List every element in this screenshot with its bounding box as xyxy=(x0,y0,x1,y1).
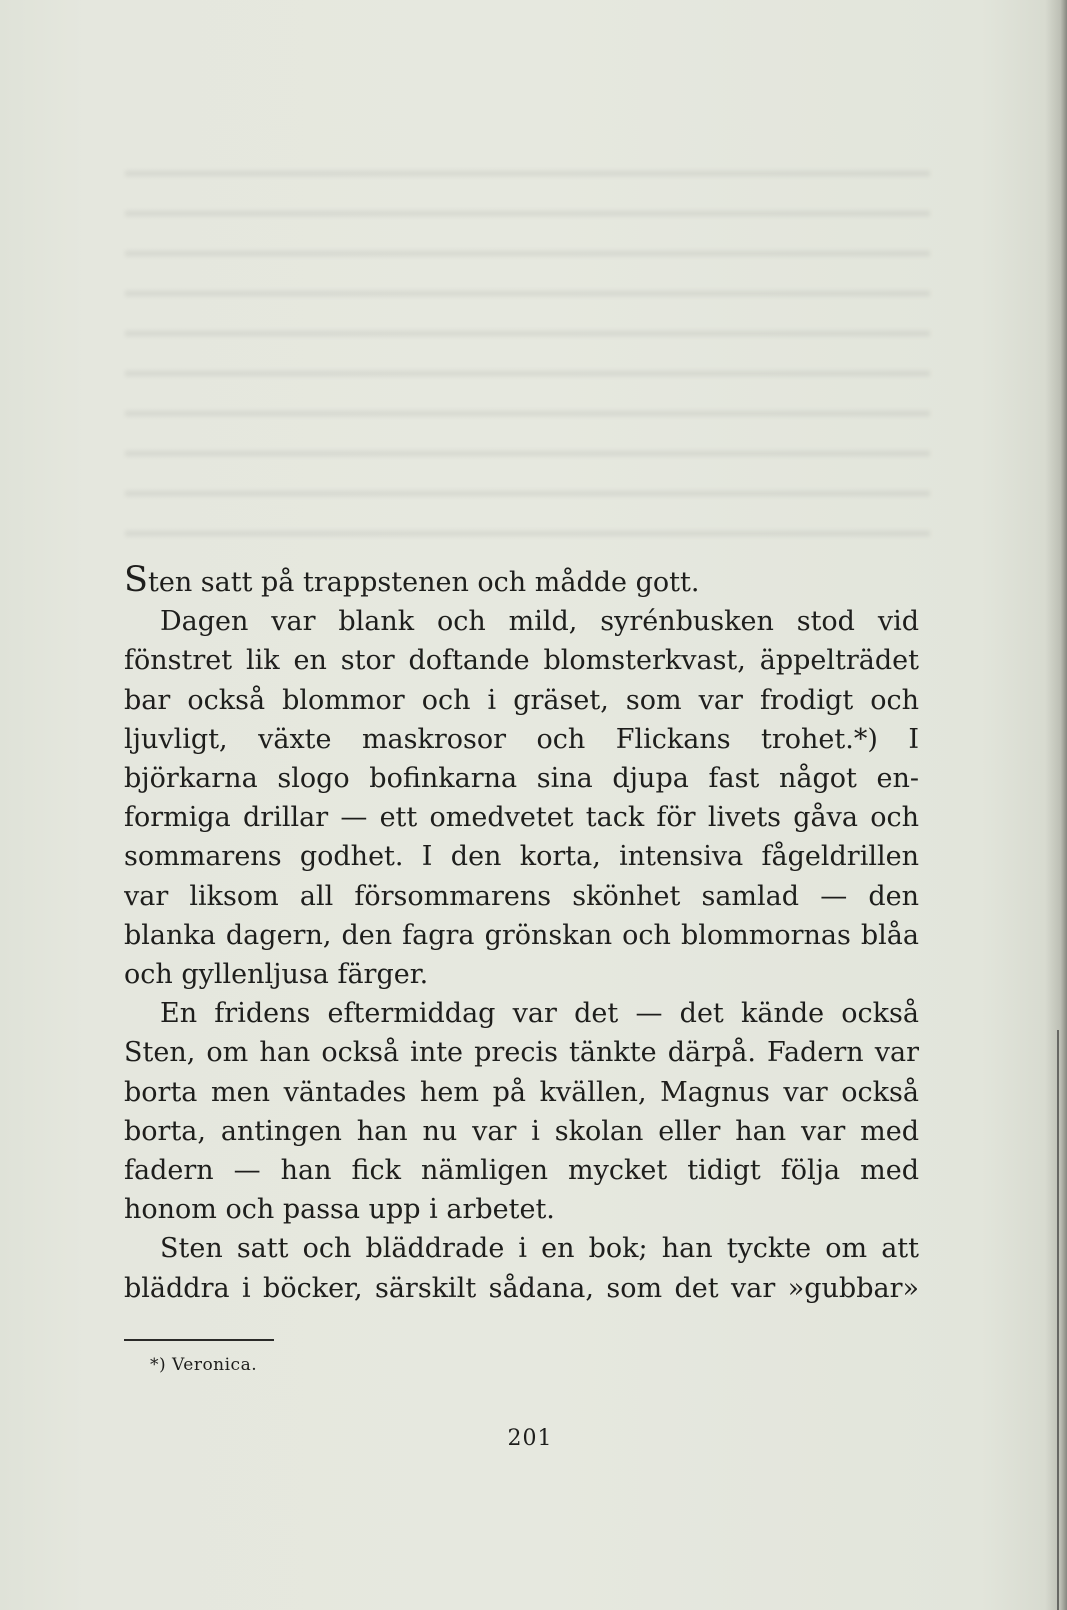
text-line: Sten satt och bläddrade i en bok; han tyckte om att xyxy=(160,1233,919,1265)
footnote-rule xyxy=(124,1339,274,1341)
text-line: borta, antingen han nu var i skolan eller han var med xyxy=(124,1115,919,1147)
paragraph-1 xyxy=(124,602,919,994)
text-line: bläddra i böcker, särskilt sådana, som det var »gubbar» xyxy=(124,1272,919,1304)
body-text xyxy=(124,563,919,1308)
text-line: formiga drillar — ett omedvetet tack för livets gåva och xyxy=(124,802,919,834)
text-line: och gyllenljusa färger. xyxy=(124,959,429,991)
text-line: borta men väntades hem på kvällen, Magnus var också xyxy=(124,1076,919,1108)
text-line: honom och passa upp i arbetet. xyxy=(124,1194,555,1226)
bleed-through-text xyxy=(125,150,930,570)
text-line: En fridens eftermiddag var det — det kände också xyxy=(160,998,919,1030)
text-line: var liksom all försommarens skönhet samlad — den xyxy=(124,880,919,912)
page-edge-line xyxy=(1057,1030,1059,1610)
opening-line xyxy=(124,563,919,602)
paragraph-2 xyxy=(124,994,919,1229)
text-line: fönstret lik en stor doftande blomsterkvast, äppelträdet xyxy=(124,645,919,677)
text-line: Dagen var blank och mild, syrénbusken stod vid xyxy=(160,606,919,638)
page-number: 201 xyxy=(507,1426,553,1451)
text-line: fadern — han fick nämligen mycket tidigt följa med xyxy=(124,1155,919,1187)
paragraph-3 xyxy=(124,1229,919,1307)
text-line: bar också blommor och i gräset, som var frodigt och xyxy=(124,684,919,716)
text-line: blanka dagern, den fagra grönskan och blommornas blåa xyxy=(124,919,919,951)
page-edge-shadow xyxy=(1045,0,1067,1610)
footnote: *) Veronica. xyxy=(150,1355,258,1375)
text-line: Sten, om han också inte precis tänkte därpå. Fadern var xyxy=(124,1037,919,1069)
text-line: björkarna slogo bofinkarna sina djupa fast något en- xyxy=(124,763,919,795)
drop-cap: S xyxy=(124,563,148,600)
text-line: ljuvligt, växte maskrosor och Flickans trohet.*) I xyxy=(124,723,919,755)
text-line: sommarens godhet. I den korta, intensiva fågeldrillen xyxy=(124,841,919,873)
opening-text: ten satt på trappstenen och mådde gott. xyxy=(147,567,700,598)
